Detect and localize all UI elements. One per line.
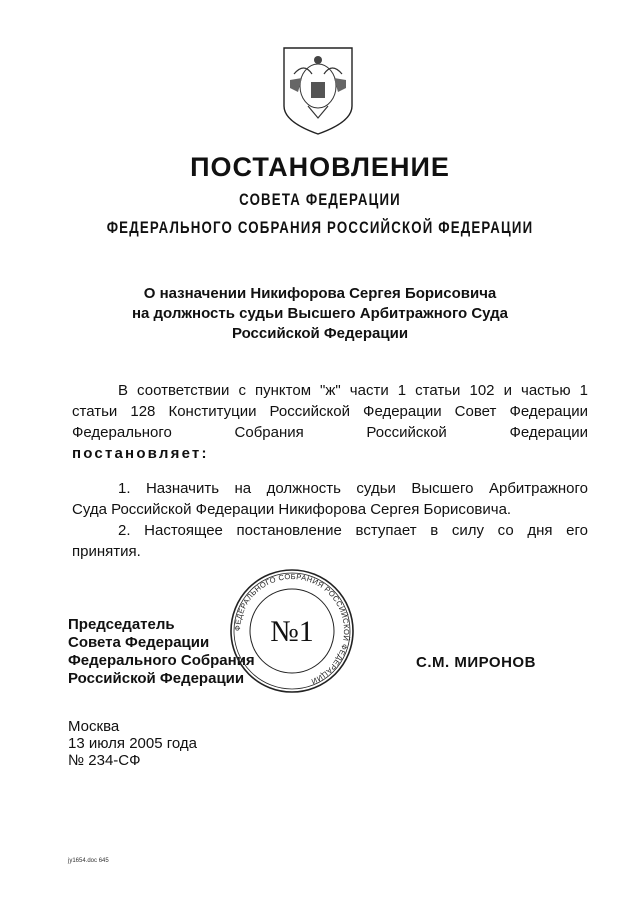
- issue-number: № 234-СФ: [68, 752, 141, 769]
- subject-line: Российской Федерации: [231, 325, 409, 342]
- item-1-line: Суда Российской Федерации Никифорова Сергея Борисовича.: [72, 501, 512, 518]
- stamp-ring-text: ФЕДЕРАЛЬНОГО СОБРАНИЯ РОССИЙСКОЙ ФЕДЕРАЦИИ: [232, 571, 352, 687]
- preamble-line: статьи 128 Конституции Российской Федерации Совет Федерации: [72, 403, 588, 420]
- decides-label: постановляет:: [72, 445, 209, 462]
- item-2-line: принятия.: [72, 543, 141, 560]
- signer-position-line: Совета Федерации: [68, 634, 210, 651]
- item-2-line: 2. Настоящее постановление вступает в силу со дня его: [118, 522, 588, 539]
- signer-position-line: Российской Федерации: [68, 670, 245, 687]
- preamble-line: Федерального Собрания Российской Федерации: [72, 424, 588, 441]
- issue-city: Москва: [68, 718, 120, 735]
- issuer-line-1: СОВЕТА ФЕДЕРАЦИИ: [239, 190, 401, 209]
- document-body: [72, 380, 588, 562]
- subject-line: О назначении Никифорова Сергея Борисовича: [143, 285, 497, 302]
- item-1-line: 1. Назначить на должность судьи Высшего Арбитражного: [118, 480, 588, 497]
- state-emblem-icon: [280, 44, 356, 136]
- document-title: ПОСТАНОВЛЕНИЕ: [190, 152, 450, 182]
- issue-details: [68, 718, 197, 769]
- signer-position-line: Федерального Собрания: [68, 652, 255, 669]
- stamp-number: №1: [270, 615, 314, 648]
- signer-name: С.М. МИРОНОВ: [416, 654, 536, 671]
- document-subject: [0, 284, 640, 344]
- official-stamp: [228, 567, 356, 695]
- file-reference: jy1654.doc 645: [68, 858, 109, 864]
- signer-position-line: Председатель: [68, 616, 175, 633]
- preamble-line: В соответствии с пунктом "ж" части 1 статьи 102 и частью 1: [118, 382, 588, 399]
- signer-position: [68, 616, 255, 688]
- issue-date: 13 июля 2005 года: [68, 735, 197, 752]
- issuer-line-2: ФЕДЕРАЛЬНОГО СОБРАНИЯ РОССИЙСКОЙ ФЕДЕРАЦИИ: [106, 218, 534, 237]
- subject-line: на должность судьи Высшего Арбитражного Суда: [131, 305, 509, 322]
